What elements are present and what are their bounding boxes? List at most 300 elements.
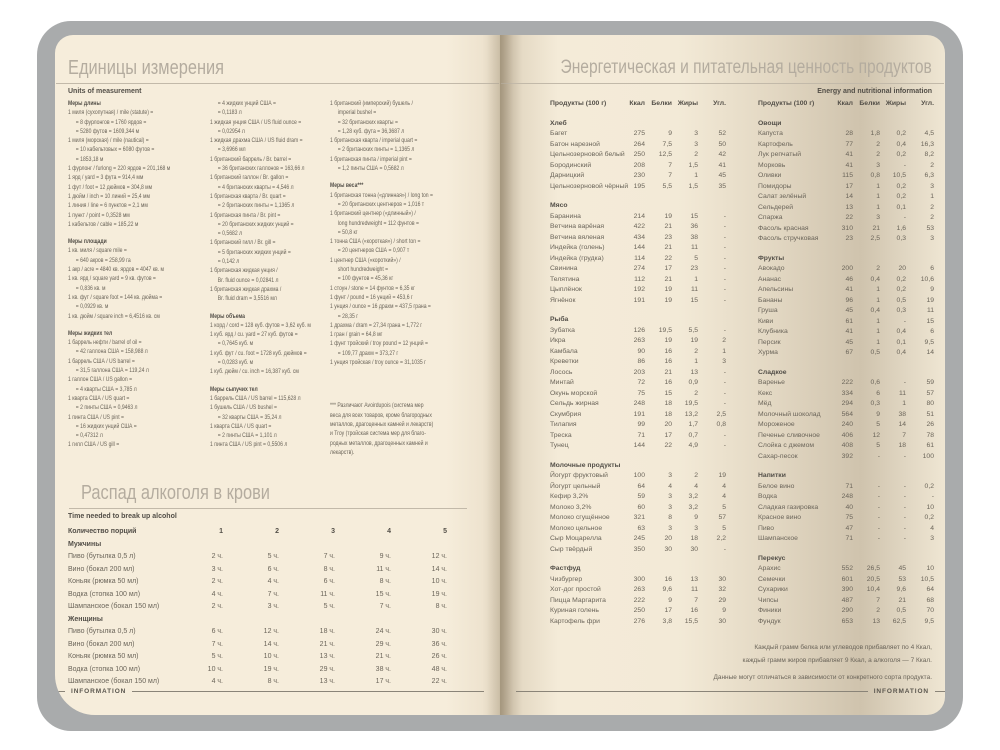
- food-carbs: -: [723, 223, 726, 230]
- th-product: Продукты (100 г): [550, 100, 607, 107]
- nutrition-title: Энергетическая и питательная ценность продуктов: [560, 57, 932, 78]
- unit-line: imperial bushel =: [337, 109, 377, 117]
- food-kcal: 46: [845, 275, 853, 283]
- food-kcal: 115: [842, 172, 853, 179]
- food-fat: 0,5: [896, 607, 906, 614]
- food-kcal: 208: [633, 161, 645, 169]
- food-name: Йогурт фруктовый: [550, 472, 608, 479]
- unit-line: 1 кв. фут / square foot = 144 кв. дюйма =: [68, 293, 163, 301]
- food-row: [758, 140, 934, 151]
- alcohol-row-label: Шампанское (бокал 150 мл): [68, 678, 160, 685]
- food-fat: 0,2: [896, 286, 906, 293]
- food-carbs: 57: [718, 514, 726, 521]
- food-name: Молоко 3,2%: [550, 503, 592, 511]
- th-kcal: Ккал: [629, 100, 645, 107]
- unit-line: 1 баррель США / US barrel = 115,628 л: [210, 394, 301, 402]
- food-carbs: -: [723, 389, 726, 397]
- footer-line: [55, 691, 65, 692]
- food-protein: 12,5: [658, 151, 672, 158]
- food-kcal: 214: [633, 212, 645, 220]
- alcohol-row: [68, 551, 468, 564]
- food-fat: 38: [898, 410, 906, 418]
- alcohol-value: 7 ч.: [323, 553, 335, 560]
- unit-line: 1 баррель США / US barrel =: [68, 357, 135, 365]
- food-section-rows: [758, 129, 934, 245]
- food-kcal: 45: [845, 307, 853, 314]
- food-fat: 15,5: [684, 617, 698, 625]
- food-kcal: 28: [845, 130, 853, 137]
- food-fat: 19: [690, 337, 698, 344]
- food-row: [758, 503, 934, 514]
- food-fat: 3: [694, 524, 698, 532]
- alcohol-value: 6 ч.: [267, 565, 279, 573]
- food-kcal: 434: [633, 233, 645, 241]
- food-section-name: Перекус: [758, 554, 786, 562]
- unit-line: лекарств).: [330, 448, 355, 456]
- footnote-line: Каждый грамм белка или углеводов прибавляет по 4 Ккал,: [754, 644, 932, 651]
- food-row: [758, 234, 934, 245]
- food-carbs: 1: [722, 347, 726, 355]
- food-kcal: 75: [845, 514, 853, 521]
- unit-line: 1 куб. ярд / cu. yard = 27 куб. футов =: [210, 331, 298, 339]
- food-carbs: 15: [926, 317, 934, 325]
- food-kcal: 222: [633, 596, 645, 604]
- unit-line: 1 британский центнер («длинный») /: [330, 210, 416, 218]
- food-kcal: 294: [841, 400, 853, 407]
- food-fat: 1,5: [688, 161, 698, 169]
- food-name: Баранина: [550, 212, 581, 220]
- food-carbs: 0,2: [924, 514, 934, 521]
- unit-line: 1 британский галлон / Br. gallon =: [210, 174, 289, 182]
- food-kcal: 41: [845, 328, 853, 335]
- food-name: Камбала: [550, 347, 578, 355]
- food-protein: 1: [876, 203, 880, 211]
- unit-line: 1 миля (морская) / mile (nautical) =: [68, 137, 149, 145]
- unit-line: = 4 жидких унций США =: [217, 100, 276, 107]
- food-carbs: 3: [930, 235, 934, 242]
- food-kcal: 422: [633, 223, 645, 230]
- unit-line: = 5 британских жидких унций =: [217, 248, 291, 256]
- food-carbs: 42: [718, 151, 726, 158]
- food-section-name: Хлеб: [550, 119, 567, 127]
- alcohol-value: 10 ч.: [263, 653, 279, 660]
- food-fat: 0,2: [896, 130, 906, 137]
- food-protein: 1: [876, 317, 880, 325]
- food-protein: 20,5: [866, 575, 880, 583]
- food-row: [758, 513, 934, 524]
- unit-line: 1 корд / cord = 128 куб. футов = 3,62 куб. м: [210, 321, 311, 329]
- food-name: Ягнёнок: [550, 296, 576, 304]
- food-protein: 17: [664, 607, 672, 614]
- food-protein: 21: [872, 224, 880, 232]
- food-fat: -: [903, 535, 906, 542]
- food-row: [550, 326, 726, 337]
- alcohol-value: 17 ч.: [375, 678, 391, 685]
- food-protein: 2: [876, 607, 880, 614]
- food-row: [758, 585, 934, 596]
- food-section: [550, 461, 726, 556]
- th-carbs: Угл.: [713, 100, 726, 107]
- alcohol-value: 10 ч.: [431, 578, 447, 585]
- food-kcal: 112: [634, 275, 645, 283]
- alcohol-value: 4 ч.: [267, 578, 279, 585]
- food-protein: 7: [876, 596, 880, 604]
- units-block: [68, 237, 224, 321]
- food-kcal: 71: [845, 535, 853, 542]
- food-row: [758, 596, 934, 607]
- food-protein: 6: [876, 389, 880, 397]
- unit-line: 1 кварта США / US quart =: [210, 422, 272, 430]
- food-carbs: -: [723, 265, 726, 272]
- food-carbs: 6: [930, 265, 934, 272]
- unit-line: = 0,836 кв. м: [75, 284, 106, 292]
- food-row: [550, 503, 726, 514]
- food-row: [758, 338, 934, 349]
- food-carbs: 78: [926, 431, 934, 439]
- unit-line: 1 куб. фут / cu. foot = 1728 куб. дюймов =: [210, 349, 307, 357]
- food-kcal: 274: [633, 265, 645, 272]
- food-protein: -: [877, 535, 880, 542]
- food-fat: 5,5: [688, 326, 698, 334]
- food-kcal: 90: [637, 347, 645, 355]
- alcohol-table-header: [68, 526, 468, 539]
- units-title-rule: [56, 83, 499, 84]
- food-protein: 10,4: [866, 586, 880, 593]
- food-protein: 20: [664, 535, 672, 542]
- food-kcal: 564: [841, 410, 853, 418]
- alcohol-value: 21 ч.: [319, 640, 335, 648]
- food-row: [758, 192, 934, 203]
- food-carbs: -: [723, 244, 726, 251]
- food-fat: -: [903, 503, 906, 511]
- food-kcal: 248: [633, 400, 645, 407]
- food-carbs: -: [723, 545, 726, 553]
- food-protein: 9: [668, 596, 672, 604]
- food-section: [550, 201, 726, 306]
- food-kcal: 71: [845, 482, 853, 490]
- food-protein: 5: [876, 442, 880, 449]
- alcohol-row: [68, 576, 468, 589]
- food-row: [550, 171, 726, 182]
- food-row: [758, 348, 934, 359]
- food-row: [550, 441, 726, 452]
- food-row: [758, 171, 934, 182]
- food-section: [550, 315, 726, 452]
- food-name: Треска: [550, 431, 572, 439]
- food-row: [758, 296, 934, 307]
- food-carbs: 2,5: [716, 410, 726, 418]
- th-fat: Жиры: [677, 100, 698, 107]
- food-fat: 1: [694, 172, 698, 179]
- footer-line: [132, 691, 484, 692]
- food-section-name: Фрукты: [758, 254, 785, 262]
- food-protein: 19: [664, 337, 672, 344]
- units-block-heading: Меры сыпучих тел: [210, 385, 258, 393]
- unit-line: = 20 центнеров США = 0,907 т: [337, 247, 410, 255]
- food-kcal: 22: [845, 214, 853, 221]
- unit-line: = 28,35 г: [337, 312, 359, 320]
- alcohol-value: 29 ч.: [375, 640, 391, 648]
- food-name: Пиво: [758, 524, 774, 532]
- food-carbs: 9: [722, 607, 726, 614]
- units-block-lines: [68, 338, 224, 450]
- food-kcal: 23: [845, 235, 853, 242]
- food-row: [550, 140, 726, 151]
- food-protein: 16: [664, 379, 672, 386]
- food-kcal: 240: [841, 421, 853, 428]
- food-name: Тилапия: [550, 421, 577, 428]
- alcohol-value: 8 ч.: [379, 578, 391, 585]
- food-protein: 0,5: [870, 349, 880, 356]
- food-carbs: 50: [718, 140, 726, 148]
- alcohol-value: 7 ч.: [267, 590, 279, 598]
- alcohol-row: [68, 601, 468, 614]
- food-protein: 21: [664, 223, 672, 230]
- unit-line: 1 гилл США / US gill =: [68, 441, 120, 449]
- food-name: Молоко цельное: [550, 524, 603, 532]
- unit-line: = 4 кварты США = 3,785 л: [75, 385, 137, 393]
- food-protein: 16: [664, 347, 672, 355]
- food-name: Картофель: [758, 140, 793, 148]
- unit-line: = 2 британских пинты = 1,1365 л: [337, 146, 415, 154]
- units-block: [68, 329, 224, 450]
- unit-line: 1 британский (имперский) бушель /: [330, 100, 413, 107]
- food-row: [550, 513, 726, 524]
- food-kcal: 250: [633, 607, 645, 614]
- alcohol-value: 4 ч.: [211, 678, 223, 685]
- food-protein: 5,5: [662, 182, 672, 190]
- unit-line: 1 кабельтов / cable = 185,22 м: [68, 220, 139, 228]
- food-section-name: Мясо: [550, 202, 568, 209]
- th-kcal: Ккал: [837, 100, 853, 107]
- alcohol-value: 9 ч.: [379, 553, 391, 560]
- food-kcal: 86: [637, 358, 645, 365]
- alcohol-value: 48 ч.: [431, 665, 447, 673]
- food-row: [550, 285, 726, 296]
- food-name: Семечки: [758, 575, 786, 583]
- alcohol-value: 4 ч.: [211, 590, 223, 598]
- food-carbs: 0,2: [924, 482, 934, 490]
- food-protein: -: [877, 452, 880, 460]
- food-name: Морковь: [758, 161, 786, 169]
- units-column-blocks: [68, 99, 224, 450]
- food-name: Груша: [758, 307, 778, 314]
- units-block-lines: [68, 108, 224, 229]
- food-protein: 8: [668, 514, 672, 521]
- food-protein: 17: [664, 431, 672, 439]
- food-fat: 9,6: [896, 586, 906, 593]
- food-row: [758, 129, 934, 140]
- food-kcal: 61: [845, 317, 853, 325]
- unit-line: 1 гран / grain = 64,8 мг: [330, 331, 383, 339]
- unit-line: = 109,77 драхм = 373,27 г: [337, 349, 399, 357]
- food-kcal: 276: [633, 617, 645, 625]
- food-fat: 0,4: [896, 140, 906, 148]
- alcohol-value: 24 ч.: [375, 628, 391, 635]
- th-protein: Белки: [651, 100, 672, 107]
- food-carbs: 10: [926, 565, 934, 572]
- food-section: [758, 368, 934, 463]
- food-kcal: 195: [633, 182, 645, 190]
- food-carbs: 2: [930, 203, 934, 211]
- alcohol-header-label: Количество порций: [68, 528, 137, 535]
- food-row: [758, 213, 934, 224]
- food-kcal: 250: [633, 151, 645, 158]
- unit-line: = 0,1183 л: [217, 109, 242, 117]
- unit-line: = 20 британских жидких унций =: [217, 220, 294, 228]
- unit-line: = 2 пинты США = 1,101 л: [217, 432, 277, 440]
- food-carbs: 4,5: [924, 130, 934, 137]
- food-carbs: 9,5: [924, 338, 934, 346]
- food-row: [758, 224, 934, 235]
- food-fat: 1,6: [896, 224, 906, 232]
- food-name: Апельсины: [758, 286, 794, 293]
- food-name: Батон нарезной: [550, 140, 600, 148]
- food-kcal: 126: [633, 326, 645, 334]
- food-carbs: 2: [722, 337, 726, 344]
- food-carbs: -: [723, 379, 726, 386]
- units-block-heading: Меры длины: [68, 100, 101, 107]
- food-carbs: 32: [718, 586, 726, 593]
- food-protein: 7: [668, 161, 672, 169]
- food-row: [758, 182, 934, 193]
- food-row: [550, 399, 726, 410]
- alcohol-value: 5 ч.: [267, 553, 279, 560]
- food-kcal: 191: [633, 410, 645, 418]
- food-row: [550, 606, 726, 617]
- unit-line: = 0,5682 л: [217, 230, 243, 238]
- food-carbs: 11: [926, 307, 934, 314]
- footer-label: INFORMATION: [873, 688, 929, 695]
- alcohol-value: 2 ч.: [211, 553, 223, 560]
- food-section-name: Молочные продукты: [550, 461, 621, 469]
- food-section-name: Фастфуд: [550, 565, 581, 572]
- food-protein: 1,8: [870, 130, 880, 137]
- food-fat: -: [903, 379, 906, 386]
- unit-line: short hundredweight =: [337, 266, 389, 274]
- unit-line: = 10 кабельтовых = 6080 футов =: [75, 146, 155, 154]
- food-protein: 1: [876, 328, 880, 335]
- food-carbs: 5: [722, 503, 726, 511]
- food-row: [758, 378, 934, 389]
- food-kcal: 191: [633, 296, 645, 304]
- food-protein: 18: [664, 410, 672, 418]
- units-block-heading: Меры объема: [210, 312, 246, 320]
- unit-line: = 31,5 галлона США = 119,24 л: [75, 367, 149, 375]
- unit-line: 1 ярд / yard = 3 фута = 914,4 мм: [68, 174, 144, 182]
- food-fat: 2: [694, 347, 698, 355]
- food-fat: 0,2: [896, 151, 906, 158]
- food-row: [550, 471, 726, 482]
- food-fat: 1,5: [688, 182, 698, 190]
- food-carbs: -: [723, 442, 726, 449]
- food-section-name: Напитки: [758, 472, 786, 479]
- food-fat: -: [903, 514, 906, 521]
- food-carbs: 4: [930, 524, 934, 532]
- food-name: Ветчина вяленая: [550, 233, 605, 241]
- nutrition-subtitle: Energy and nutritional information: [817, 88, 932, 95]
- food-name: Чипсы: [758, 596, 779, 604]
- food-kcal: 200: [841, 265, 853, 272]
- alcohol-value: 14 ч.: [431, 565, 447, 573]
- unit-line: 1 кв. ярд / square yard = 9 кв. футов =: [68, 275, 156, 283]
- food-fat: 0,1: [896, 338, 906, 346]
- food-fat: 1,7: [688, 421, 698, 428]
- food-protein: 21: [664, 244, 672, 251]
- food-carbs: 10,5: [920, 575, 934, 583]
- food-protein: 3: [668, 472, 672, 479]
- alcohol-value: 36 ч.: [431, 640, 447, 648]
- food-name: Цыплёнок: [550, 286, 582, 293]
- food-protein: 18: [664, 400, 672, 407]
- food-name: Сладкая газировка: [758, 503, 819, 511]
- food-section: [758, 554, 934, 628]
- food-row: [758, 285, 934, 296]
- food-name: Молочный шоколад: [758, 410, 821, 418]
- food-row: [550, 357, 726, 368]
- nutrition-table-header: [550, 99, 726, 110]
- food-row: [550, 545, 726, 556]
- food-fat: 3,2: [688, 493, 698, 500]
- food-kcal: 63: [637, 524, 645, 532]
- unit-line: 1 галлон США / US gallon =: [68, 376, 133, 384]
- food-fat: 9: [694, 514, 698, 521]
- food-fat: 0,1: [896, 203, 906, 211]
- food-carbs: 14: [926, 349, 934, 356]
- food-carbs: 3: [722, 358, 726, 365]
- food-kcal: 100: [633, 472, 645, 479]
- unit-line: 1 баррель нефти / barrel of oil =: [68, 339, 142, 347]
- food-fat: 18: [690, 535, 698, 542]
- alcohol-value: 38 ч.: [375, 665, 391, 673]
- food-fat: 0,7: [688, 431, 698, 439]
- unit-line: long hundredweight = 112 фунтов =: [337, 219, 419, 227]
- food-row: [758, 431, 934, 442]
- food-section-rows: [550, 471, 726, 555]
- food-protein: 23: [664, 233, 672, 241]
- page-footer-right: [516, 688, 945, 695]
- food-row: [758, 275, 934, 286]
- food-name: Мёд: [758, 400, 772, 407]
- food-row: [550, 347, 726, 358]
- alcohol-group-name: Женщины: [68, 615, 103, 623]
- food-name: Спаржа: [758, 214, 783, 221]
- unit-line: = 42 галлона США = 158,988 л: [75, 348, 148, 356]
- alcohol-value: 11 ч.: [376, 565, 391, 573]
- food-carbs: 30: [718, 617, 726, 625]
- food-fat: 14: [898, 421, 906, 428]
- food-row: [758, 161, 934, 172]
- nutrition-column-2: [758, 99, 934, 627]
- food-row: [758, 452, 934, 463]
- food-protein: 3: [668, 524, 672, 532]
- food-kcal: 487: [841, 596, 853, 604]
- food-section-rows: [550, 326, 726, 452]
- food-fat: 0,3: [896, 235, 906, 242]
- unit-line: 1 фурлонг / furlong = 220 ярдов = 201,168 м: [68, 165, 171, 173]
- unit-line: 1 стоун / stone = 14 фунтов = 6,35 кг: [330, 284, 415, 292]
- food-row: [550, 161, 726, 172]
- food-name: Зубатка: [550, 326, 575, 334]
- nutrition-sections: [550, 119, 726, 628]
- food-protein: 2: [876, 151, 880, 158]
- food-name: Сухарики: [758, 586, 788, 593]
- food-name: Индейка (грудка): [550, 254, 604, 262]
- unit-line: 1 тонна США («короткая») / short ton =: [330, 238, 421, 246]
- unit-line: 1 британская жидкая драхма /: [210, 285, 282, 293]
- alcohol-value: 22 ч.: [431, 678, 447, 685]
- food-row: [550, 264, 726, 275]
